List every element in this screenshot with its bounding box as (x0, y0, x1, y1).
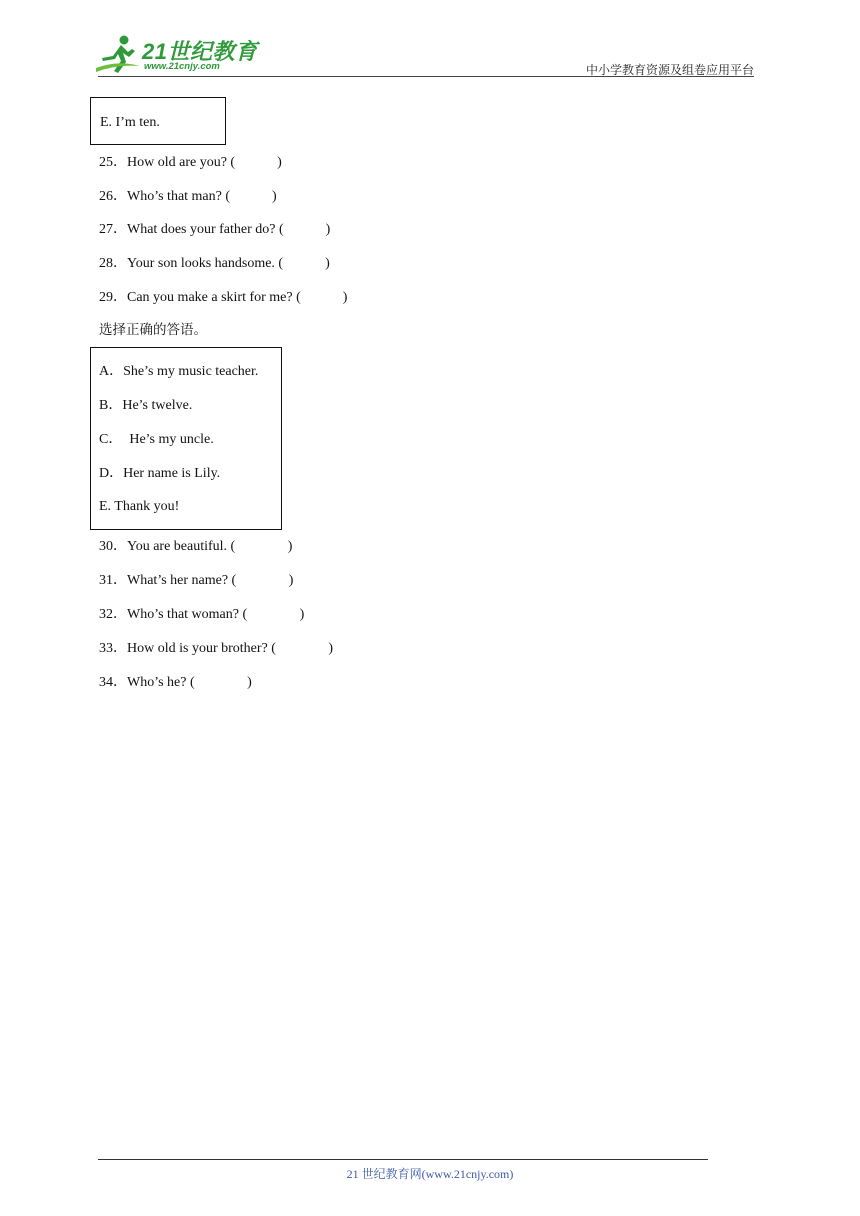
question-28: 28．Your son looks handsome. ( ) (99, 256, 330, 271)
header-platform-name: 中小学教育资源及组卷应用平台 (585, 63, 754, 77)
question-34: 34．Who’s he? ( ) (99, 675, 252, 690)
question-33: 33．How old is your brother? ( ) (99, 641, 334, 656)
footer-divider (98, 1159, 708, 1160)
question-31: 31．What’s her name? ( ) (99, 573, 294, 588)
question-27: 27．What does your father do? ( ) (99, 222, 331, 237)
logo-url: www.21cnjy.com (144, 61, 220, 72)
footer-text: 21 世纪教育网(www.21cnjy.com) (346, 1167, 514, 1181)
option-d: D．Her name is Lily. (99, 466, 221, 481)
question-32: 32．Who’s that woman? ( ) (99, 607, 305, 622)
question-25: 25．How old are you? ( ) (99, 155, 282, 170)
logo-text: 21世纪教育 (142, 39, 258, 64)
running-man-icon (94, 34, 144, 78)
question-29: 29．Can you make a skirt for me? ( ) (99, 290, 348, 305)
section-instruction: 选择正确的答语。 (99, 322, 207, 338)
option-b: B．He’s twelve. (99, 398, 193, 413)
option-c: C． He’s my uncle. (99, 432, 214, 447)
site-logo (94, 34, 264, 78)
option-e-2: E. Thank you! (99, 499, 180, 514)
option-e: E. I’m ten. (100, 115, 160, 130)
question-30: 30．You are beautiful. ( ) (99, 539, 293, 554)
question-26: 26．Who’s that man? ( ) (99, 189, 277, 204)
header-divider (98, 76, 754, 77)
option-a: A．She’s my music teacher. (99, 364, 259, 379)
